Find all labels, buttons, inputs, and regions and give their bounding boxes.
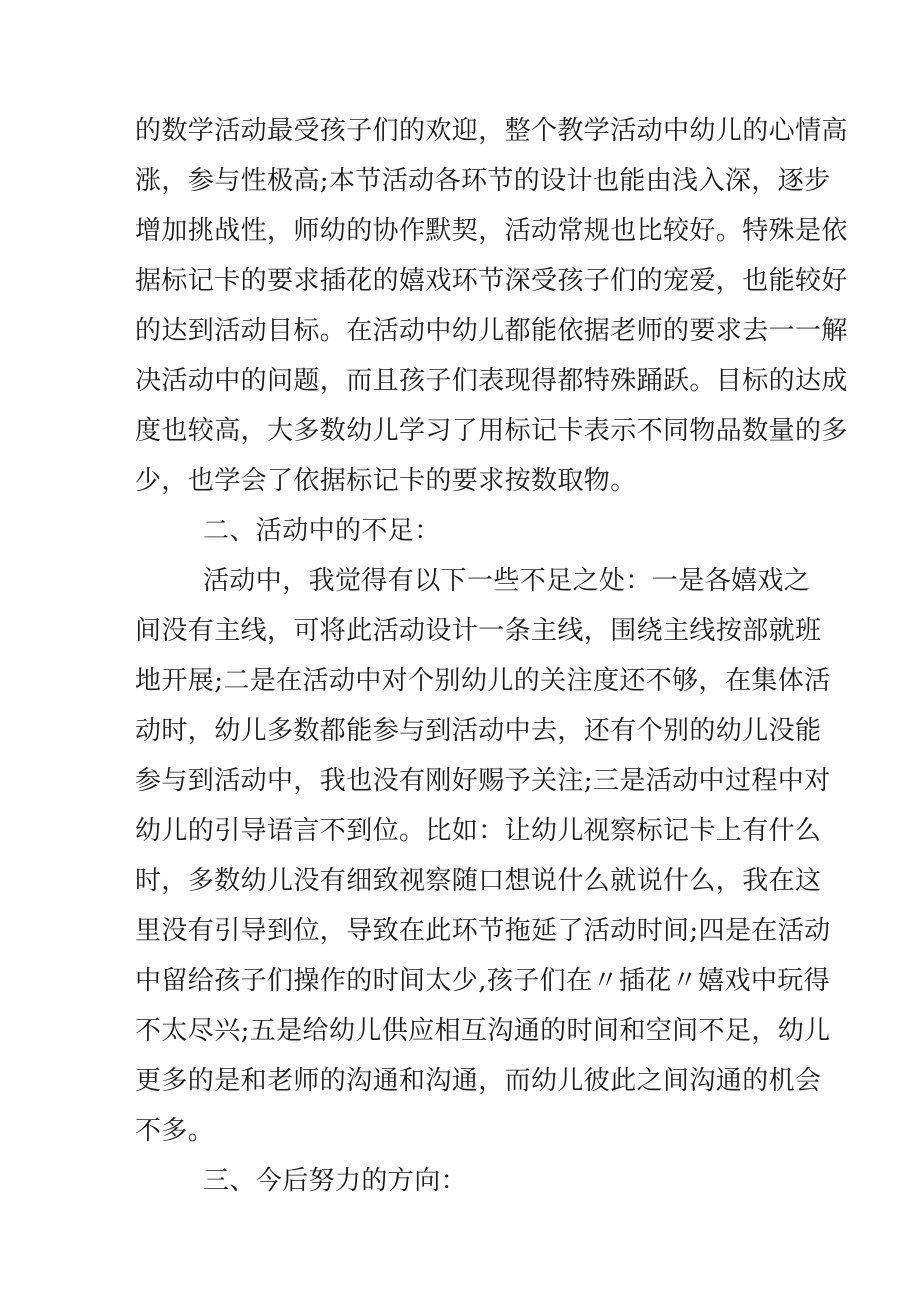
paragraph-line: 的数学活动最受孩子们的欢迎，整个教学活动中幼儿的心情高 (135, 116, 848, 146)
section-heading: 三、今后努力的方向： (203, 1166, 468, 1196)
paragraph-line: 参与到活动中，我也没有刚好赐予关注;三是活动中过程中对 (135, 766, 831, 796)
paragraph-line: 动时，幼儿多数都能参与到活动中去，还有个别的幼儿没能 (135, 716, 822, 746)
paragraph-line: 幼儿的引导语言不到位。比如：让幼儿视察标记卡上有什么 (135, 816, 822, 846)
paragraph-line: 涨，参与性极高;本节活动各环节的设计也能由浅入深，逐步 (135, 166, 831, 196)
paragraph-line: 增加挑战性，师幼的协作默契，活动常规也比较好。特殊是依 (135, 216, 848, 246)
paragraph-line: 不多。 (135, 1116, 215, 1146)
paragraph-line: 的达到活动目标。在活动中幼儿都能依据老师的要求去一一解 (135, 316, 848, 346)
paragraph-line: 不太尽兴;五是给幼儿供应相互沟通的时间和空间不足，幼儿 (135, 1016, 831, 1046)
paragraph-line: 里没有引导到位，导致在此环节拖延了活动时间;四是在活动 (135, 916, 831, 946)
paragraph-line: 度也较高，大多数幼儿学习了用标记卡表示不同物品数量的多 (135, 416, 848, 446)
paragraph-line: 活动中，我觉得有以下一些不足之处：一是各嬉戏之 (203, 566, 811, 596)
paragraph-line: 少，也学会了依据标记卡的要求按数取物。 (135, 466, 637, 496)
paragraph-line: 时，多数幼儿没有细致视察随口想说什么就说什么，我在这 (135, 866, 822, 896)
paragraph-line: 决活动中的问题，而且孩子们表现得都特殊踊跃。目标的达成 (135, 366, 848, 396)
paragraph-line: 据标记卡的要求插花的嬉戏环节深受孩子们的宠爱，也能较好 (135, 266, 848, 296)
section-heading: 二、活动中的不足： (203, 516, 441, 546)
paragraph-line: 间没有主线，可将此活动设计一条主线，围绕主线按部就班 (135, 616, 822, 646)
paragraph-line: 更多的是和老师的沟通和沟通，而幼儿彼此之间沟通的机会 (135, 1066, 822, 1096)
paragraph-line: 中留给孩子们操作的时间太少,孩子们在〃插花〃嬉戏中玩得 (135, 966, 831, 996)
paragraph-line: 地开展;二是在活动中对个别幼儿的关注度还不够，在集体活 (135, 666, 831, 696)
